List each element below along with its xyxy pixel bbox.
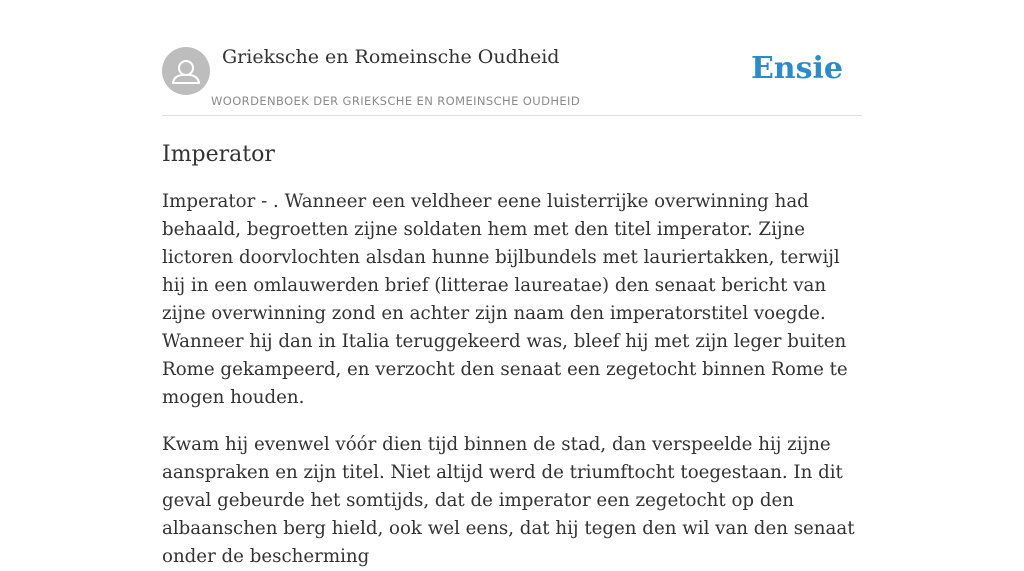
header [162,40,862,116]
brand-logo[interactable]: Ensie [750,51,843,86]
entry-title: Imperator [162,142,275,167]
avatar[interactable] [162,47,210,95]
entry-paragraph: Imperator - . Wanneer een veldheer eene luisterrijke overwinning had behaald, begroetten zijne soldaten hem met den titel imperator. Zijne lictoren doorvlochten alsdan hunne bijlbundels met lauriertakken, terwijl hij in een omlauwerden brief (litterae laureatae) den senaat bericht van zijne overwinning zond en achter zijn naam den imperatorstitel voegde. Wanneer hij dan in Italia teruggekeerd was, bleef hij met zijn leger buiten Rome gekampeerd, en verzocht den senaat een zegetocht binnen Rome te mogen houden. [162,191,848,408]
entry-paragraph: Kwam hij evenwel vóór dien tijd binnen de stad, dan verspeelde hij zijne aanspraken en zijn titel. Niet altijd werd de triumftocht toegestaan. In dit geval gebeurde het somtijds, dat de imperator een zegetocht op den albaanschen berg hield, ook wel eens, dat hij tegen den wil van den senaat onder de bescherming [162,434,855,567]
entry-content [162,138,862,571]
book-subtitle: WOORDENBOEK DER GRIEKSCHE EN ROMEINSCHE OUDHEID [211,94,581,108]
book-title[interactable]: Grieksche en Romeinsche Oudheid [222,46,560,68]
user-icon [162,47,210,95]
